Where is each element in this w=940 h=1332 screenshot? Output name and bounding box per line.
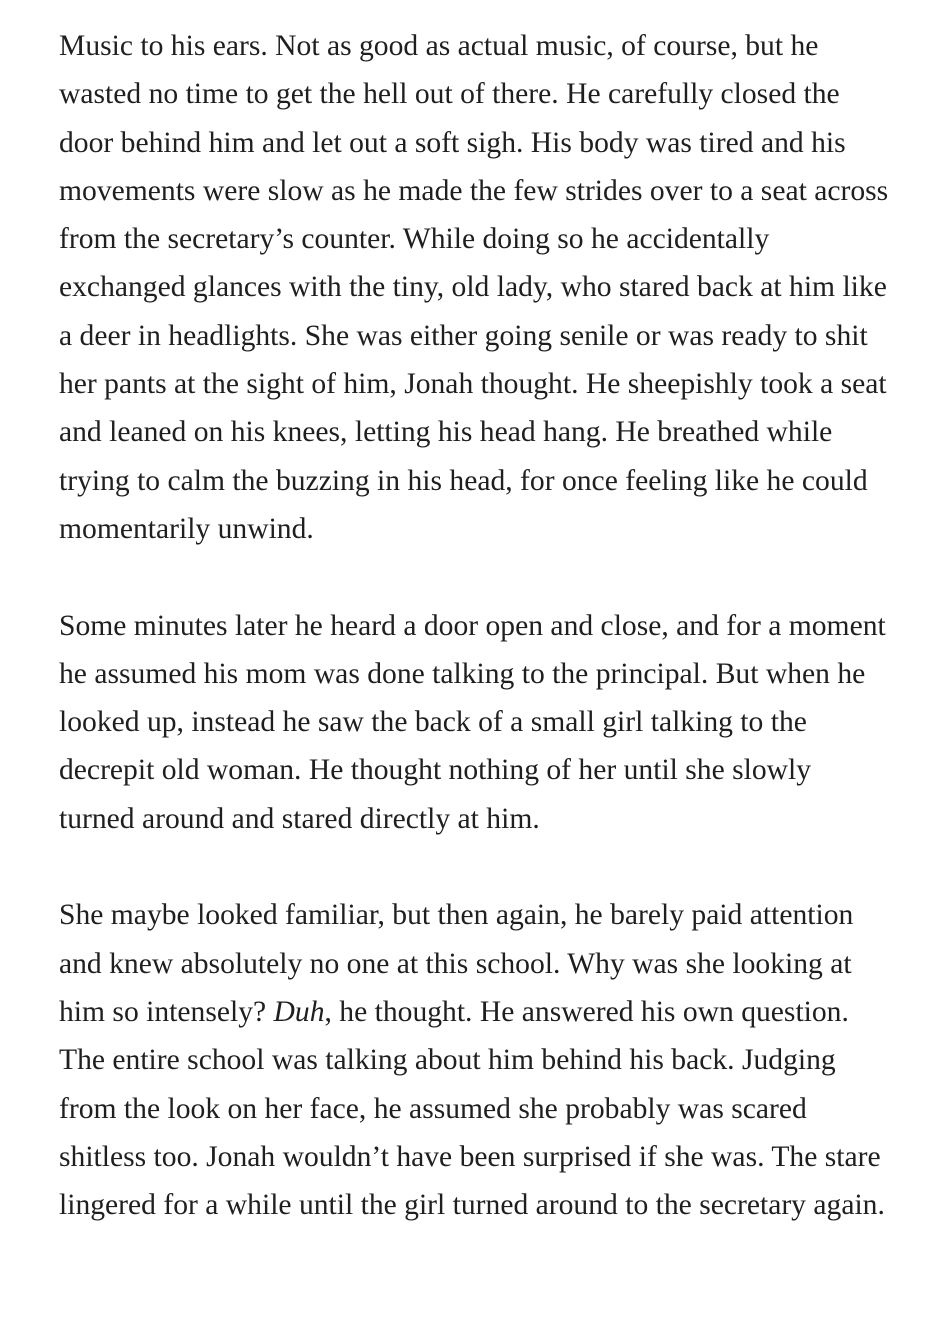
story-text [59, 22, 889, 1229]
paragraph-2: Some minutes later he heard a door open and close, and for a moment he assumed his mom was done talking to the principal. But when he looked up, instead he saw the back of a small girl talking to the decrepit old woman. He thought nothing of her until she slowly turned around and stared directly at him. [59, 609, 886, 835]
emphasis-duh: Duh [273, 995, 325, 1028]
paragraph-3 [59, 891, 889, 1229]
paragraph-3-part-1: She maybe looked familiar, but then again, he barely paid attention and knew absolutely no one at this school. Why was she looking at him so intensely? [59, 899, 854, 1028]
paragraph-1: Music to his ears. Not as good as actual music, of course, but he wasted no time to get the hell out of there. He carefully closed the door behind him and let out a soft sigh. His body was tired and his movements were slow as he made the few strides over to a seat across from the secretary’s counter. While doing so he accidentally exchanged glances with the tiny, old lady, who stared back at him like a deer in headlights. She was either going senile or was ready to shit her pants at the sight of him, Jonah thought. He sheepishly took a seat and leaned on his knees, letting his head hang. He breathed while trying to calm the buzzing in his head, for once feeling like he could momentarily unwind. [59, 30, 889, 545]
paragraph-3-part-2: , he thought. He answered his own question. The entire school was talking about him behind his back. Judging from the look on her face, he assumed she probably was scared shitless too. Jonah wouldn’t have been surprised if she was. The stare lingered for a while until the girl turned around to the secretary again. [59, 995, 885, 1222]
